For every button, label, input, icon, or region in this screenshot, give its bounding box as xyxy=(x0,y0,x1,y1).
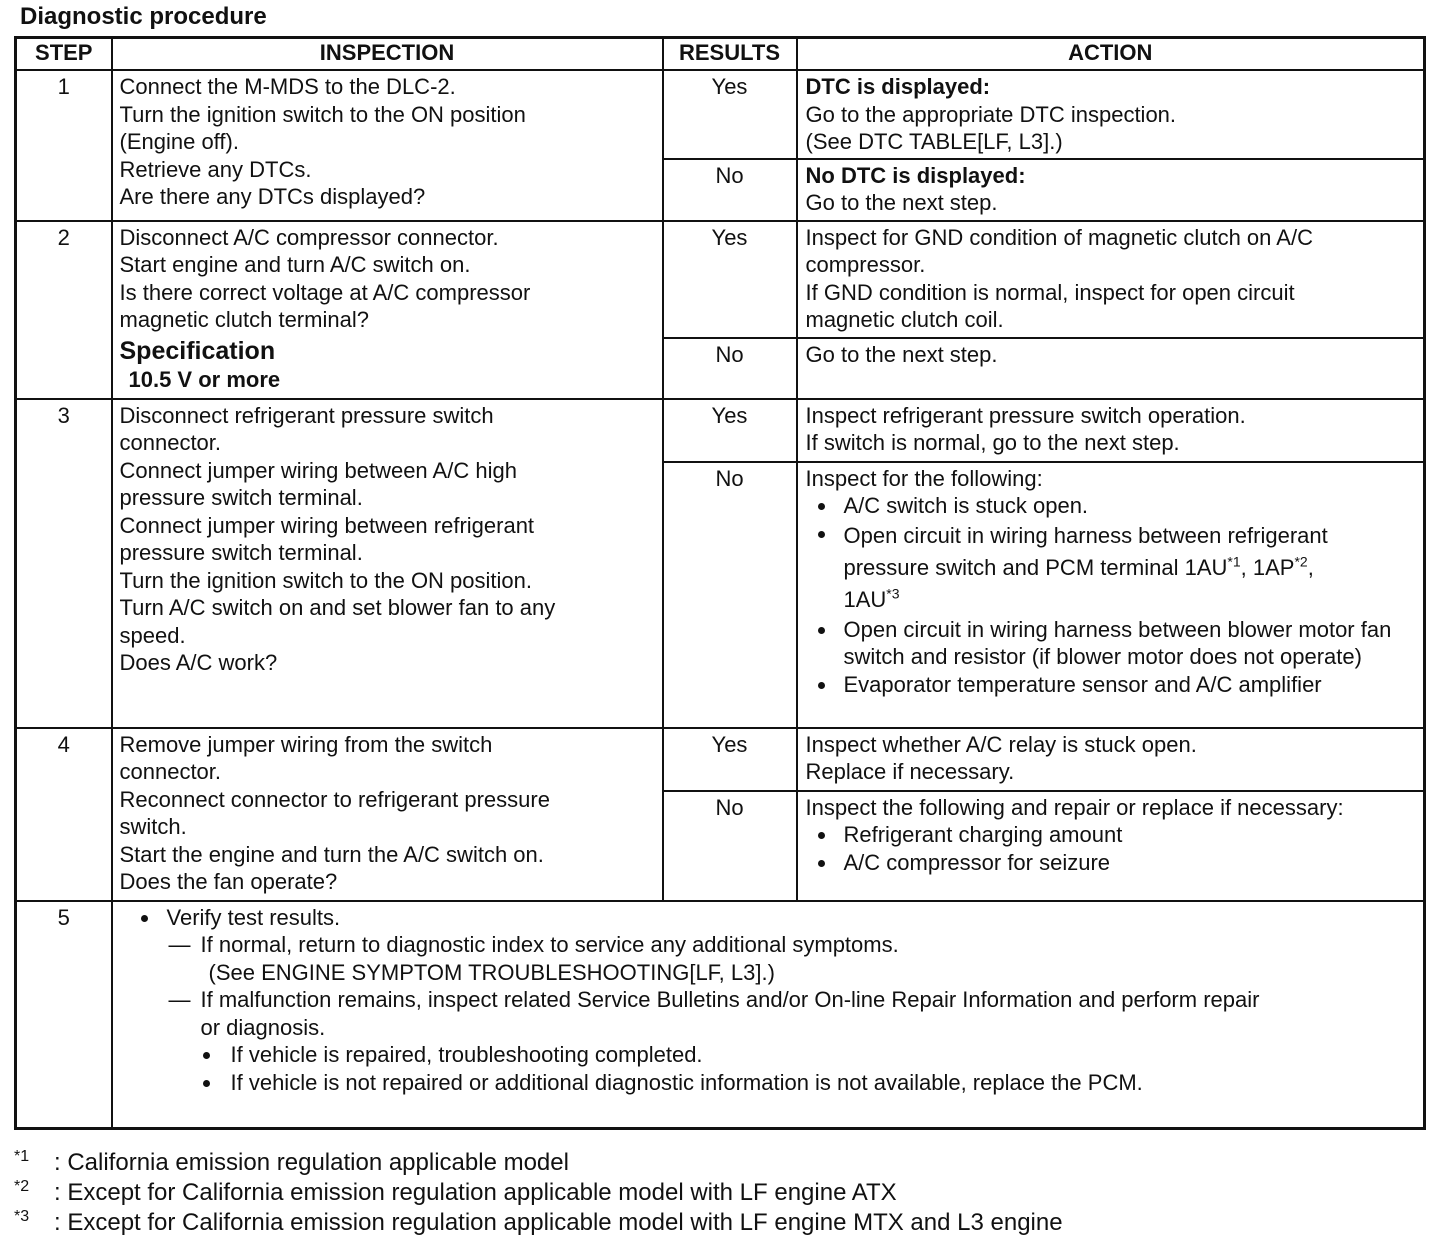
step-4-inspection: Remove jumper wiring from the switch connector. Reconnect connector to refrigerant pressure switch. Start the engine and turn the A/C switch on. Does the fan operate? xyxy=(112,728,663,901)
header-inspection: INSPECTION xyxy=(112,38,663,71)
step-4-yes-action: Inspect whether A/C relay is stuck open. Replace if necessary. xyxy=(797,728,1425,791)
result-no: No xyxy=(663,159,797,221)
step-2-inspection: Disconnect A/C compressor connector. Start engine and turn A/C switch on. Is there correct voltage at A/C compressor magnetic clutch terminal? Specification 10.5 V or more xyxy=(112,221,663,399)
result-yes: Yes xyxy=(663,728,797,791)
step-2-yes-row xyxy=(16,221,1425,338)
page-title: Diagnostic procedure xyxy=(20,3,267,30)
header-row xyxy=(16,38,1425,71)
list-item: Evaporator temperature sensor and A/C amplifier xyxy=(844,671,1418,699)
step-5-content: Verify test results. — If normal, return to diagnostic index to service any additional symptoms. (See ENGINE SYMPTOM TROUBLESHOOTING[LF, L3].) — If malfunction remains, inspect related Service Bulletins and/or On-line Repair Information and perform repair or diagnosis. If vehicle is repaired, troubleshooting completed. If vehicle is not repaired or additional diagnostic information is not available, replace the PCM. xyxy=(112,901,1425,1129)
diagnostic-table xyxy=(14,36,1426,1130)
result-yes: Yes xyxy=(663,70,797,159)
list-item: A/C compressor for seizure xyxy=(844,849,1418,877)
step-number: 3 xyxy=(16,399,112,728)
result-yes: Yes xyxy=(663,399,797,462)
list-item: Open circuit in wiring harness between refrigerant pressure switch and PCM terminal 1AU$^{*1}$, 1AP$^{*2}$, 1AU$^{*3}$ xyxy=(844,520,1418,616)
step-2-no-action: Go to the next step. xyxy=(797,338,1425,399)
step-2-yes-action: Inspect for GND condition of magnetic clutch on A/C compressor. If GND condition is normal, inspect for open circuit magnetic clutch coil. xyxy=(797,221,1425,338)
step-number: 4 xyxy=(16,728,112,901)
step-1-no-action: No DTC is displayed: Go to the next step. xyxy=(797,159,1425,221)
result-no: No xyxy=(663,338,797,399)
footnotes xyxy=(14,1148,1063,1238)
list-item: A/C switch is stuck open. xyxy=(844,492,1418,520)
step-5-row xyxy=(16,901,1425,1129)
step-number: 1 xyxy=(16,70,112,221)
header-step: STEP xyxy=(16,38,112,71)
header-results: RESULTS xyxy=(663,38,797,71)
step-1-yes-row xyxy=(16,70,1425,159)
step-1-yes-action: DTC is displayed: Go to the appropriate DTC inspection. (See DTC TABLE[LF, L3].) xyxy=(797,70,1425,159)
result-no: No xyxy=(663,791,797,901)
footnote: $^{*3}$ : Except for California emission regulation applicable model with LF engine MTX and L3 engine xyxy=(14,1208,1063,1236)
footnote: $^{*1}$ : California emission regulation applicable model xyxy=(14,1148,569,1176)
header-action: ACTION xyxy=(797,38,1425,71)
specification-value: 10.5 V or more xyxy=(128,366,281,392)
result-yes: Yes xyxy=(663,221,797,338)
step-3-inspection: Disconnect refrigerant pressure switch connector. Connect jumper wiring between A/C high pressure switch terminal. Connect jumper wiring between refrigerant pressure switch terminal. Turn the ignition switch to the ON position. Turn A/C switch on and set blower fan to any speed. Does A/C work? xyxy=(112,399,663,728)
step-number: 2 xyxy=(16,221,112,399)
step-3-no-action: Inspect for the following: A/C switch is stuck open. Open circuit in wiring harness between refrigerant pressure switch and PCM terminal 1AU$^{*1}$, 1AP$^{*2}$, 1AU$^{*3}$ Open circuit in wiring harness between blower motor fan switch and resistor (if blower motor does not operate) Evaporator temperature sensor and A/C amplifier xyxy=(797,462,1425,728)
list-item: Open circuit in wiring harness between blower motor fan switch and resistor (if blower motor does not operate) xyxy=(844,616,1418,671)
result-no: No xyxy=(663,462,797,728)
specification-heading: Specification xyxy=(119,336,276,365)
step-3-yes-row xyxy=(16,399,1425,462)
step-4-yes-row xyxy=(16,728,1425,791)
step-1-inspection: Connect the M-MDS to the DLC-2. Turn the ignition switch to the ON position (Engine off). Retrieve any DTCs. Are there any DTCs displayed? xyxy=(112,70,663,221)
step-3-yes-action: Inspect refrigerant pressure switch operation. If switch is normal, go to the next step. xyxy=(797,399,1425,462)
step-number: 5 xyxy=(16,901,112,1129)
step-4-no-action: Inspect the following and repair or replace if necessary: Refrigerant charging amount A/C compressor for seizure xyxy=(797,791,1425,901)
footnote: $^{*2}$ : Except for California emission regulation applicable model with LF engine ATX xyxy=(14,1178,897,1206)
list-item: Refrigerant charging amount xyxy=(844,821,1418,849)
